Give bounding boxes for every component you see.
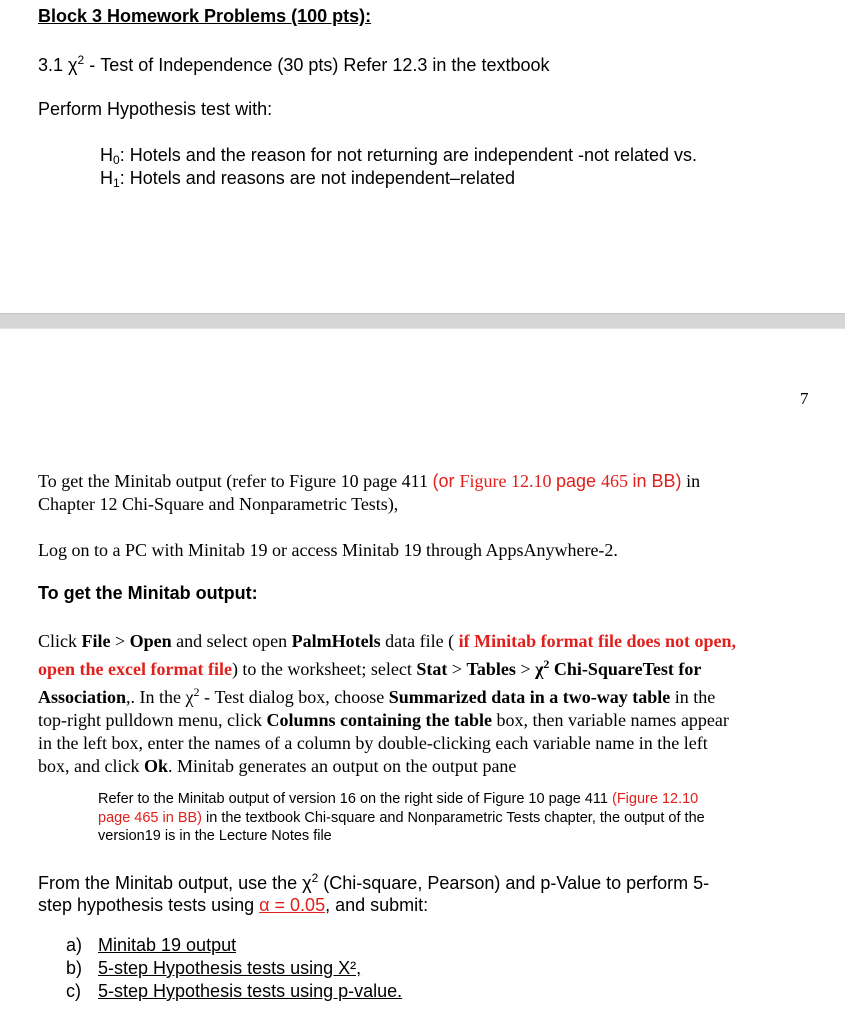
chi-symbol: χ xyxy=(68,55,78,75)
chi-symbol: χ xyxy=(535,659,544,679)
menu-stat: Stat xyxy=(416,659,448,679)
click-line-1: Click File > Open and select open PalmHotels data file ( if Minitab format file does not open, xyxy=(38,631,737,651)
option-columns-table: Columns containing the table xyxy=(266,710,492,730)
click-line-5: in the left box, enter the names of a column by double-clicking each variable name in the left xyxy=(38,733,708,753)
h1-letter: H xyxy=(100,168,113,188)
option-summarized-data: Summarized data in a two-way table xyxy=(388,687,671,707)
list-marker: a) xyxy=(66,935,83,955)
refer-line-3: version19 is in the Lecture Notes file xyxy=(98,828,332,844)
refer-line-1: Refer to the Minitab output of version 16 on the right side of Figure 10 page 411 (Figure 12.10 xyxy=(98,791,699,807)
click-line-3: Association,. In the $\chi^2$ - Test dialog box, choose Summarized data in a two-way table in the xyxy=(38,685,716,707)
problem-number: 3.1 xyxy=(38,55,64,75)
h0-subscript: 0 xyxy=(113,153,120,167)
logon-instruction: Log on to a PC with Minitab 19 or access Minitab 19 through AppsAnywhere-2. xyxy=(38,540,618,560)
list-item xyxy=(66,980,402,1003)
refer-line-2: page 465 in BB) in the textbook Chi-square and Nonparametric Tests chapter, the output of the xyxy=(98,809,705,826)
h1-subscript: 1 xyxy=(113,176,120,190)
red-note: page 465 in BB) xyxy=(98,809,202,826)
from-line-1: From the Minitab output, use the $\chi^2$ (Chi-square, Pearson) and p-Value to perform 5- xyxy=(38,871,710,893)
minitab-line-2: Chapter 12 Chi-Square and Nonparametric Tests), xyxy=(38,494,399,514)
red-note: in BB) xyxy=(632,471,682,491)
alternative-hypothesis xyxy=(100,168,515,190)
red-note: open the excel format file xyxy=(38,659,232,679)
menu-chi-square-test: Chi-SquareTest for xyxy=(549,659,702,679)
red-note: (or xyxy=(432,471,460,491)
null-hypothesis xyxy=(100,145,697,167)
red-note: if Minitab format file does not open, xyxy=(458,631,737,651)
minitab-line-1 xyxy=(38,470,700,493)
homework-title: Block 3 Homework Problems (100 pts): xyxy=(38,6,372,26)
h0-text: : Hotels and the reason for not returning are independent -not related vs. xyxy=(119,145,698,165)
click-line-6: box, and click Ok. Minitab generates an output on the output pane xyxy=(38,756,517,776)
click-line-2: open the excel format file) to the worksheet; select Stat > Tables > $\chi^2$ Chi-SquareTest for xyxy=(38,657,702,679)
red-note: page xyxy=(555,471,602,491)
h1-text: : Hotels and reasons are not independent–related xyxy=(119,168,515,188)
chi-superscript: 2 xyxy=(77,53,85,67)
from-line-2: step hypothesis tests using α = 0.05, and submit: xyxy=(38,895,429,915)
list-marker: c) xyxy=(66,981,81,1001)
click-line-4: top-right pulldown menu, click Columns containing the table box, then variable names appear xyxy=(38,710,729,730)
deliverable-p-value-test: 5-step Hypothesis tests using p-value. xyxy=(98,981,403,1001)
ok-label: Ok xyxy=(143,756,168,776)
page-number: 7 xyxy=(800,389,809,408)
refer-output-paragraph xyxy=(98,790,705,846)
page-break-divider xyxy=(0,313,845,329)
menu-file: File xyxy=(81,631,111,651)
h0-letter: H xyxy=(100,145,113,165)
alpha-value: α = 0.05 xyxy=(259,895,326,915)
deliverable-chi-square-test: 5-step Hypothesis tests using X², xyxy=(98,958,362,978)
submission-instructions xyxy=(38,867,709,916)
perform-instruction: Perform Hypothesis test with: xyxy=(38,99,273,119)
red-note: 465 xyxy=(601,471,633,491)
deliverable-minitab-output: Minitab 19 output xyxy=(98,935,237,955)
chi-symbol: χ xyxy=(302,873,312,893)
menu-open: Open xyxy=(129,631,172,651)
problem-heading xyxy=(38,53,550,76)
deliverables-list xyxy=(66,934,402,1003)
list-item xyxy=(66,957,402,980)
red-note: Figure 12.10 xyxy=(459,471,556,491)
minitab-text: To get the Minitab output (refer to Figure 10 page 411 xyxy=(38,471,433,491)
minitab-reference-paragraph xyxy=(38,470,700,516)
click-instructions-paragraph xyxy=(38,630,736,778)
list-marker: b) xyxy=(66,958,83,978)
palmhotels-file: PalmHotels xyxy=(291,631,381,651)
minitab-text: in xyxy=(681,471,701,491)
chi-symbol: χ xyxy=(185,687,194,707)
menu-tables: Tables xyxy=(466,659,516,679)
minitab-output-heading: To get the Minitab output: xyxy=(38,583,258,603)
list-item xyxy=(66,934,402,957)
red-note: (Figure 12.10 xyxy=(612,791,699,807)
problem-description: - Test of Independence (30 pts) Refer 12.3 in the textbook xyxy=(89,55,550,75)
